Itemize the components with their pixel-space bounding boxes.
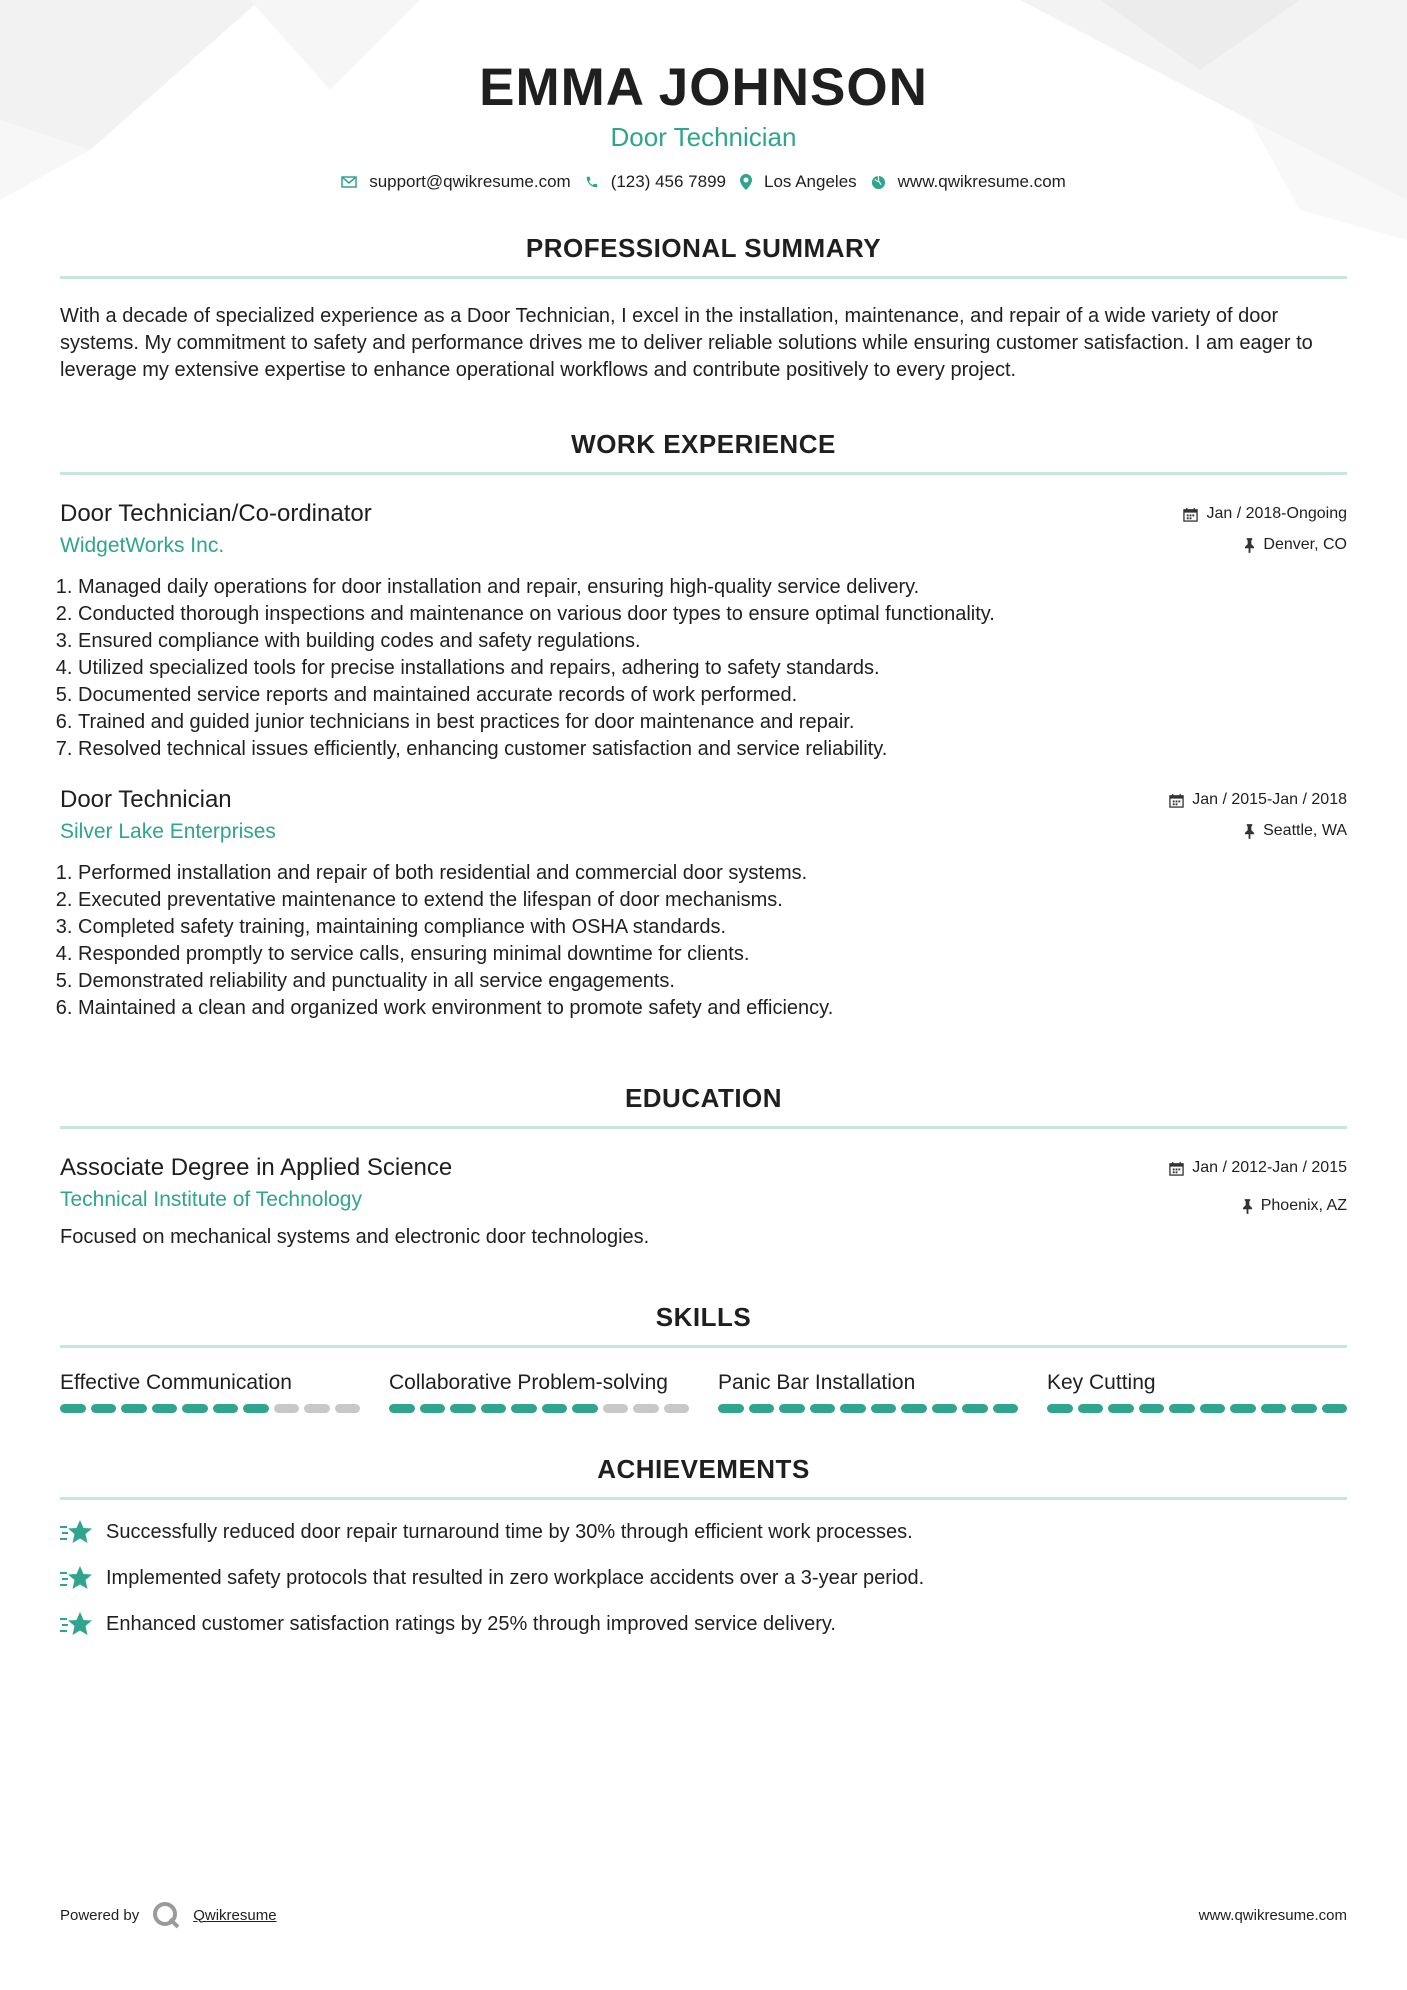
education-date: [1169, 1159, 1347, 1177]
job-date-text: Jan / 2018-Ongoing: [1206, 505, 1347, 522]
list-item: 3. Ensured compliance with building codes and safety regulations.: [78, 628, 1347, 655]
skill-level-segment: [1047, 1404, 1073, 1413]
skill-level-segment: [993, 1404, 1019, 1413]
qwikresume-link[interactable]: Qwikresume: [193, 1906, 277, 1924]
skill-level-segment: [664, 1404, 690, 1413]
list-item: 5. Documented service reports and maintained accurate records of work performed.: [78, 682, 1347, 709]
skill-level-segment: [901, 1404, 927, 1413]
summary-title: PROFESSIONAL SUMMARY: [525, 233, 882, 263]
skill-level-segment: [603, 1404, 629, 1413]
job-title: Door Technician: [60, 786, 232, 813]
achievement-item: [60, 1564, 1347, 1592]
school-name: Technical Institute of Technology: [60, 1188, 362, 1211]
job-location-text: Seattle, WA: [1263, 822, 1347, 839]
envelope-icon: [341, 176, 357, 188]
calendar-icon: [1169, 1161, 1184, 1176]
education-entry: [60, 1153, 1347, 1251]
skill-level-segment: [511, 1404, 537, 1413]
pushpin-icon: [1244, 538, 1255, 553]
skill-level-bar: [389, 1404, 689, 1413]
map-pin-icon: [740, 174, 752, 190]
job-entry: [60, 499, 1347, 763]
job-date: [1169, 791, 1347, 809]
list-item: 4. Responded promptly to service calls, ensuring minimal downtime for clients.: [78, 941, 1347, 968]
job-location: [1244, 822, 1347, 840]
education-location: [1242, 1197, 1347, 1215]
achievement-text: Enhanced customer satisfaction ratings by 25% through improved service delivery.: [106, 1612, 836, 1635]
contact-location-text: Los Angeles: [764, 172, 857, 191]
education-location-text: Phoenix, AZ: [1260, 1197, 1347, 1214]
skill-level-segment: [962, 1404, 988, 1413]
skill-level-segment: [1291, 1404, 1317, 1413]
globe-icon: [871, 175, 886, 190]
resume-header: [60, 0, 1347, 192]
star-icon: [60, 1610, 92, 1638]
job-title: Door Technician/Co-ordinator: [60, 500, 372, 527]
skill-name: Effective Communication: [60, 1371, 292, 1394]
achievements-section: [60, 1453, 1347, 1638]
skill-item: [718, 1370, 1018, 1413]
summary-section: [60, 232, 1347, 384]
skill-level-segment: [810, 1404, 836, 1413]
list-item: 6. Trained and guided junior technicians in best practices for door maintenance and repair.: [78, 709, 1347, 736]
skill-level-segment: [718, 1404, 744, 1413]
skill-level-segment: [60, 1404, 86, 1413]
skill-level-segment: [182, 1404, 208, 1413]
skill-level-segment: [871, 1404, 897, 1413]
contact-phone-text: (123) 456 7899: [610, 172, 727, 191]
section-divider: [60, 1497, 1347, 1500]
job-location: [1244, 536, 1347, 554]
section-divider: [60, 1345, 1347, 1348]
star-icon: [60, 1518, 92, 1546]
skill-level-segment: [304, 1404, 330, 1413]
job-bullets: [60, 574, 1347, 763]
contact-bar: [60, 172, 1347, 192]
job-date: [1183, 505, 1347, 523]
achievement-text: Successfully reduced door repair turnaround time by 30% through efficient work processes.: [106, 1520, 913, 1543]
list-item: 2. Executed preventative maintenance to extend the lifespan of door mechanisms.: [78, 887, 1347, 914]
powered-by-label: Powered by: [60, 1906, 140, 1924]
list-item: 6. Maintained a clean and organized work environment to promote safety and efficiency.: [78, 995, 1347, 1022]
skill-level-segment: [1139, 1404, 1165, 1413]
education-date-text: Jan / 2012-Jan / 2015: [1192, 1159, 1347, 1176]
calendar-icon: [1183, 507, 1198, 522]
education-section: [60, 1082, 1347, 1251]
skills-title: SKILLS: [655, 1302, 752, 1332]
skill-level-segment: [91, 1404, 117, 1413]
skill-level-segment: [243, 1404, 269, 1413]
skill-level-segment: [1322, 1404, 1348, 1413]
skill-name: Key Cutting: [1047, 1371, 1156, 1394]
skill-level-segment: [121, 1404, 147, 1413]
job-location-text: Denver, CO: [1263, 536, 1347, 553]
skill-level-segment: [1230, 1404, 1256, 1413]
achievement-item: [60, 1610, 1347, 1638]
skill-level-segment: [633, 1404, 659, 1413]
experience-section: [60, 428, 1347, 1022]
skill-item: [1047, 1370, 1347, 1413]
skill-name: Collaborative Problem-solving: [389, 1371, 668, 1394]
skill-level-segment: [389, 1404, 415, 1413]
skill-level-segment: [213, 1404, 239, 1413]
skill-level-segment: [1261, 1404, 1287, 1413]
list-item: 2. Conducted thorough inspections and maintenance on various door types to ensure optimal functionality.: [78, 601, 1347, 628]
skill-level-segment: [932, 1404, 958, 1413]
list-item: 5. Demonstrated reliability and punctuality in all service engagements.: [78, 968, 1347, 995]
footer-website[interactable]: www.qwikresume.com: [1198, 1906, 1347, 1924]
qwikresume-logo-icon: [151, 1900, 181, 1930]
section-divider: [60, 472, 1347, 475]
page-footer: [60, 1900, 1347, 1930]
skills-list: [60, 1370, 1347, 1413]
calendar-icon: [1169, 793, 1184, 808]
contact-email[interactable]: [341, 172, 571, 192]
skill-level-segment: [779, 1404, 805, 1413]
skill-level-segment: [1108, 1404, 1134, 1413]
skill-level-segment: [450, 1404, 476, 1413]
job-company: WidgetWorks Inc.: [60, 534, 225, 557]
skill-level-bar: [1047, 1404, 1347, 1413]
contact-website-text: www.qwikresume.com: [897, 172, 1066, 191]
star-icon: [60, 1564, 92, 1592]
skill-level-bar: [718, 1404, 1018, 1413]
list-item: 7. Resolved technical issues efficiently, enhancing customer satisfaction and service reliability.: [78, 736, 1347, 763]
skills-section: [60, 1301, 1347, 1413]
section-divider: [60, 1126, 1347, 1129]
job-company: Silver Lake Enterprises: [60, 820, 276, 843]
list-item: 4. Utilized specialized tools for precise installations and repairs, adhering to safety standards.: [78, 655, 1347, 682]
candidate-name: EMMA JOHNSON: [479, 58, 928, 117]
skill-level-segment: [152, 1404, 178, 1413]
achievement-item: [60, 1518, 1347, 1546]
contact-website[interactable]: [871, 172, 1066, 192]
achievement-text: Implemented safety protocols that resulted in zero workplace accidents over a 3-year period.: [106, 1566, 925, 1589]
job-bullets: [60, 860, 1347, 1022]
section-divider: [60, 276, 1347, 279]
candidate-role: Door Technician: [610, 122, 797, 152]
list-item: 1. Managed daily operations for door installation and repair, ensuring high-quality service delivery.: [78, 574, 1347, 601]
education-description: Focused on mechanical systems and electronic door technologies.: [60, 1226, 650, 1248]
skill-level-segment: [1200, 1404, 1226, 1413]
skill-name: Panic Bar Installation: [718, 1371, 916, 1394]
experience-title: WORK EXPERIENCE: [571, 429, 836, 459]
skill-item: [389, 1370, 689, 1413]
skill-level-segment: [420, 1404, 446, 1413]
contact-location: [740, 172, 857, 192]
skill-level-bar: [60, 1404, 360, 1413]
skill-level-segment: [840, 1404, 866, 1413]
pushpin-icon: [1244, 824, 1255, 839]
skill-level-segment: [1169, 1404, 1195, 1413]
skill-level-segment: [1078, 1404, 1104, 1413]
skill-item: [60, 1370, 360, 1413]
skill-level-segment: [481, 1404, 507, 1413]
job-date-text: Jan / 2015-Jan / 2018: [1192, 791, 1347, 808]
skill-level-segment: [572, 1404, 598, 1413]
list-item: 1. Performed installation and repair of both residential and commercial door systems.: [78, 860, 1347, 887]
skill-level-segment: [335, 1404, 361, 1413]
list-item: 3. Completed safety training, maintaining compliance with OSHA standards.: [78, 914, 1347, 941]
contact-phone[interactable]: [585, 172, 726, 192]
skill-level-segment: [542, 1404, 568, 1413]
achievements-title: ACHIEVEMENTS: [597, 1454, 810, 1484]
pushpin-icon: [1242, 1199, 1253, 1214]
job-entry: [60, 785, 1347, 1022]
summary-text: With a decade of specialized experience as a Door Technician, I excel in the installation, maintenance, and repair of a wide variety of door systems. My commitment to safety and performance drives me to deliver reliable solutions while ensuring customer satisfaction. I am eager to leverage my extensive expertise to enhance operational workflows and contribute positively to every project.: [60, 305, 1313, 381]
education-title: EDUCATION: [624, 1083, 783, 1113]
phone-icon: [585, 175, 599, 189]
skill-level-segment: [274, 1404, 300, 1413]
degree-title: Associate Degree in Applied Science: [60, 1154, 453, 1181]
skill-level-segment: [749, 1404, 775, 1413]
contact-email-text: support@qwikresume.com: [369, 172, 571, 191]
